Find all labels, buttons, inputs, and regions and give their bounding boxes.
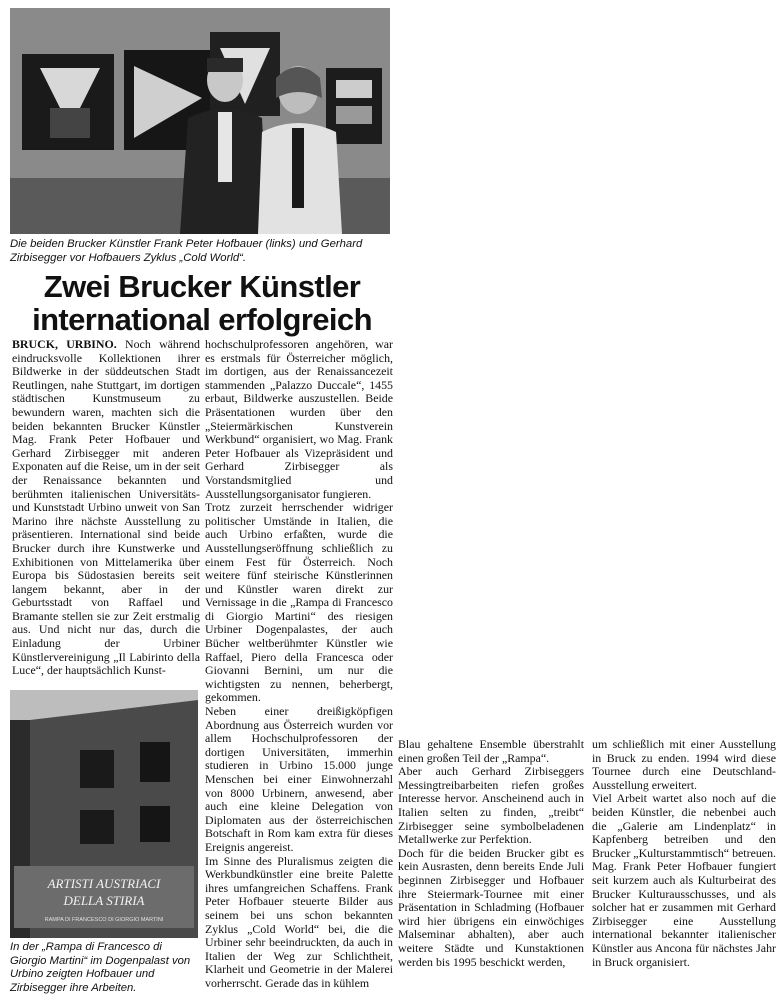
artwork-panel <box>22 54 114 150</box>
paragraph: Neben einer dreißigköpfigen Abordnung aus Österreich wurden vor allem Hochschulprofessoren der dortigen Universitäten, immerhin studieren in Urbino 15.000 junge Menschen bei einer Einwohnerzahl von 8000 Urbinern, anwesend, aber auch eine kleine Delegation von Diplomaten aus der österreichischen Botschaft in Rom kam extra für dieses Ereignis angereist. <box>205 704 393 854</box>
dateline: BRUCK, URBINO. <box>12 337 117 351</box>
paragraph: Blau gehaltene Ensemble überstrahlt einen großen Teil der „Rampa“. <box>398 737 584 765</box>
paragraph: Im Sinne des Pluralismus zeigten die Werkbundkünstler eine breite Palette ihres umfangreichen Schaffens. Frank Peter Hofbauer steuerte Bilder aus seinem bei uns schon bekannten Zyklus „Cold World“ bei, die die Urbiner sehr beeindruckten, da auch in Italien der Weg zur Schlichtheit, Klarheit und Geometrie in der Malerei vorherrscht. Gerade das in kühlem <box>205 853 393 990</box>
artists-photo-drawing <box>10 8 390 234</box>
paragraph: Viel Arbeit wartet also noch auf die beiden Künstler, die nebenbei auch die „Galerie am Lindenplatz“ in Kapfenberg betreiben und den Brucker „Kulturstammtisch“ betreuen. Mag. Frank Peter Hofbauer fungiert seit kurzem auch als Kulturbeirat des Brucker Kulturausschusses, und als solcher hat er zusammen mit Gerhard Zirbisegger eine Ausstellung international bekannter italienischer Künstler aus Ancona für nächstes Jahr in Bruck organisiert. <box>592 791 776 969</box>
palace-photo-caption: In der „Rampa di Francesco di Giorgio Martini“ im Dogenpalast von Urbino zeigten Hofbauer und Zirbisegger ihre Arbeiten. <box>10 941 191 994</box>
banner-line-1: ARTISTI AUSTRIACI <box>47 876 161 891</box>
headline-line-2: international erfolgreich <box>32 302 372 337</box>
paragraph: hochschulprofessoren angehören, war es erstmals für Österreicher möglich, im dortigen, aus der Renaissancezeit stammenden „Palazzo Duccale“, 1455 erbaut, Bildwerke auszustellen. Beide Präsentationen wurden über den „Steiermärkischen Kunstverein Werkbund“ organisiert, wo Mag. Frank Peter Hofbauer als Vizepräsident und Gerhard Zirbisegger als Vorstandsmitglied und Ausstellungsorganisator fungieren. <box>205 337 393 501</box>
banner-small-text: RAMPA DI FRANCESCO DI GIORGIO MARTINI <box>44 917 164 923</box>
article-column-2 <box>205 338 393 991</box>
artists-photo <box>10 8 390 234</box>
article-column-3 <box>398 738 584 969</box>
paragraph: Trotz zurzeit herrschender widriger politischer Umstände in Italien, die auch Urbino erfaßten, wurde die Ausstellungseröffnung schließlich zu einem Fest für Österreich. Noch weitere fünf steirische Künstlerinnen und Künstler waren direkt zur Vernissage in die „Rampa di Francesco di Giorgio Martini“ des riesigen Urbiner Dogenpalastes, der auch Bücher weltberühmter Künstler wie Raffael, Piero della Francesca oder Giovanni Bernini, um nur die wichtigsten zu nennen, beherbergt, gekommen. <box>205 500 393 705</box>
article-headline <box>6 270 398 336</box>
headline-line-1: Zwei Brucker Künstler <box>43 269 361 304</box>
palace-photo <box>10 690 198 938</box>
artists-photo-caption: Die beiden Brucker Künstler Frank Peter Hofbauer (links) und Gerhard Zirbisegger vor Hofbauers Zyklus „Cold World“. <box>10 238 363 264</box>
banner-line-2: DELLA STIRIA <box>63 893 145 908</box>
paragraph: Aber auch Gerhard Zirbiseggers Messingtreibarbeiten riefen großes Interesse hervor. Anscheinend auch in Italien selten zu finden, „treibt“ Zirbisegger seine symbolbeladenen Metallwerke zur Perfektion. <box>398 764 584 847</box>
palace-photo-drawing <box>10 690 198 938</box>
article-column-1 <box>12 338 200 678</box>
paragraph: um schließlich mit einer Ausstellung in Bruck zu enden. 1994 wird diese Tournee durch eine Deutschland-Ausstellung erweitert. <box>592 737 776 792</box>
article-column-4 <box>592 738 776 969</box>
paragraph: Doch für die beiden Brucker gibt es kein Ausrasten, denn bereits Ende Juli beginnen Zirbisegger und Hofbauer ihre Steiermark-Tournee mit einer Präsentation in Schladming (Hofbauer wird hier übrigens ein einwöchiges Malseminar abhalten), aber auch weitere Städte und Kunstaktionen werden bis 1995 beschickt werden, <box>398 845 584 969</box>
paragraph: Noch während eindrucksvolle Kollektionen ihrer Bildwerke in der süddeutschen Stadt Reutlingen, nahe Stuttgart, im dortigen städtischen Kunstmuseum zu bewundern waren, machten sich die beiden bekannten Brucker Künstler Mag. Frank Peter Hofbauer und Gerhard Zirbisegger mit anderen Exponaten auf die Reise, um in der seit der Renaissance bekannten und berühmten italienischen Universitäts- und Kunststadt Urbino unweit von San Marino ihre nächste Ausstellung zu präsentieren. International sind beide Brucker durch ihre Kunstwerke und Exhibitionen von Mittelamerika über Europa bis Südostasien bereits seit langem bekannt, aber in der Geburtsstadt von Raffael und Bramante stellen sie zur Zeit erstmalig aus. Und nicht nur das, durch die Einladung der Urbiner Künstlervereinigung „Il Labirinto della Luce“, der hauptsächlich Kunst- <box>12 337 201 678</box>
